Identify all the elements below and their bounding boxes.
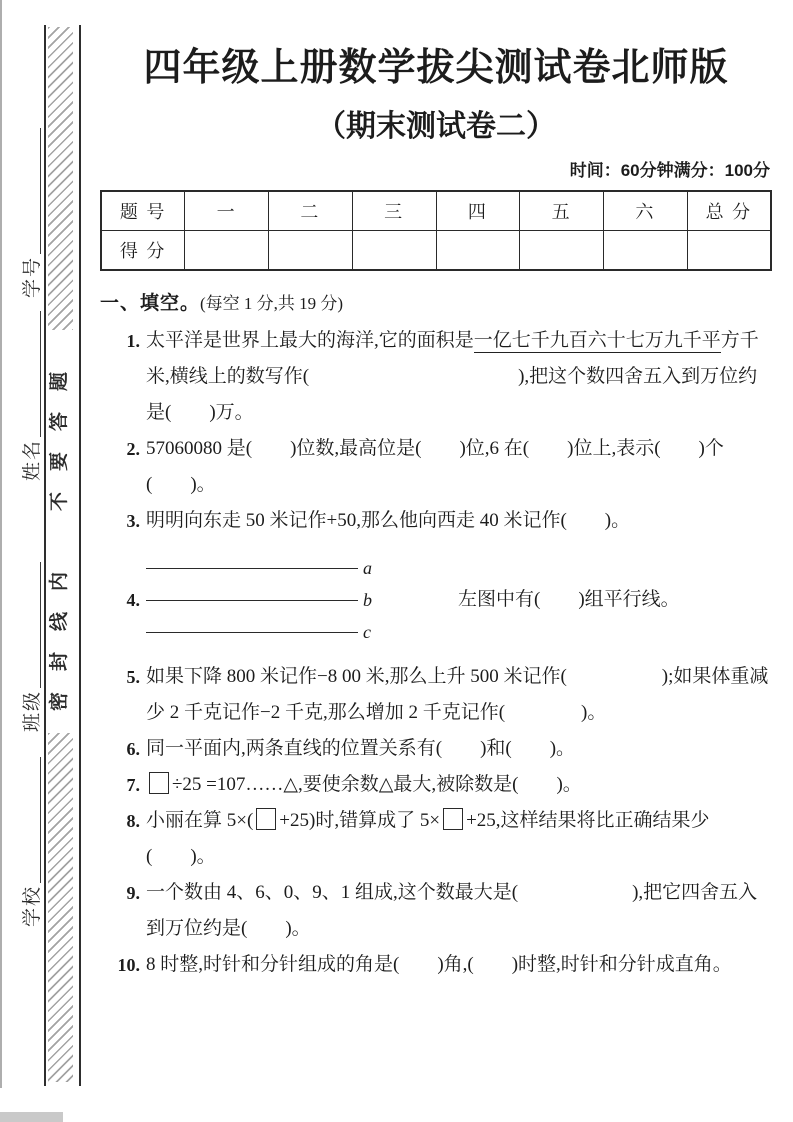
question-6 xyxy=(100,731,772,767)
question-4-number: 4. xyxy=(126,590,140,610)
section-1-heading xyxy=(100,289,772,319)
name-blank-line xyxy=(40,311,41,437)
question-3-text: 明明向东走 50 米记作+50,那么他向西走 40 米记作( )。 xyxy=(146,510,631,531)
question-7-body xyxy=(146,767,772,803)
line-a-label: a xyxy=(363,558,372,578)
class-blank-line xyxy=(40,562,41,688)
scan-edge-line xyxy=(0,0,2,1088)
line-b xyxy=(146,600,358,601)
score-table-col-6: 六 xyxy=(604,191,688,231)
main-content xyxy=(100,0,772,983)
question-9 xyxy=(100,875,772,947)
question-1-number: 1. xyxy=(126,331,140,351)
line-b-label: b xyxy=(363,590,372,610)
seal-hatch-bottom xyxy=(48,733,73,1082)
figure-line-a xyxy=(146,559,396,577)
score-cell xyxy=(436,231,520,271)
question-5-text: 如果下降 800 米记作−8 00 米,那么上升 500 米记作( );如果体重减少 2 千克记作−2 千克,那么增加 2 千克记作( )。 xyxy=(146,666,769,723)
question-4-text: 左图中有( )组平行线。 xyxy=(458,589,680,610)
score-table-header-row xyxy=(101,191,771,231)
question-3-number: 3. xyxy=(126,511,140,531)
name-label: 姓名 xyxy=(22,438,43,481)
question-6-text: 同一平面内,两条直线的位置关系有( )和( )。 xyxy=(146,738,576,759)
question-list xyxy=(100,323,772,983)
question-7 xyxy=(100,767,772,803)
question-1-text xyxy=(146,323,772,431)
question-2-text: 57060080 是( )位数,最高位是( )位,6 在( )位上,表示( )个( )。 xyxy=(146,438,724,495)
question-2-number: 2. xyxy=(126,439,140,459)
class-field xyxy=(17,562,45,732)
question-1-text-part2: 方千米,横线上的数写作( ),把这个数四舍五入到万位约是( )万。 xyxy=(146,330,759,423)
student-id-field xyxy=(17,128,45,298)
class-label: 班级 xyxy=(22,689,43,732)
score-table-score-row xyxy=(101,231,771,271)
question-8-number: 8. xyxy=(126,811,140,831)
time-and-score-info: 时间：60分钟满分：100分 xyxy=(569,161,770,180)
score-table-col-1: 一 xyxy=(185,191,269,231)
school-blank-line xyxy=(40,757,41,883)
page-title: 四年级上册数学拔尖测试卷北师版 xyxy=(143,47,729,89)
score-cell xyxy=(185,231,269,271)
line-c-label: c xyxy=(363,622,371,642)
score-cell xyxy=(269,231,353,271)
question-3 xyxy=(100,503,772,539)
section-1-note: (每空 1 分,共 19 分) xyxy=(200,294,344,313)
question-1-underlined-number: 一亿七千九百六十七万九千平 xyxy=(473,330,721,351)
question-8-text-part1: 小丽在算 5×( xyxy=(146,810,254,831)
question-9-number: 9. xyxy=(126,883,140,903)
score-row-label: 得 分 xyxy=(101,231,185,271)
dividend-box xyxy=(149,772,169,794)
student-id-blank-line xyxy=(40,128,41,254)
unknown-box-1 xyxy=(256,808,276,830)
question-8-text-part3: +25,这样结果将比正确结果少( )。 xyxy=(146,810,710,867)
school-label: 学校 xyxy=(22,884,43,927)
question-10-text: 8 时整,时针和分针组成的角是( )角,( )时整,时针和分针成直角。 xyxy=(146,954,732,975)
section-1-title: 一、填空。 xyxy=(100,293,201,314)
question-10-number: 10. xyxy=(117,955,140,975)
scan-artifact xyxy=(0,1112,63,1122)
question-5 xyxy=(100,659,772,731)
score-table-col-total: 总 分 xyxy=(687,191,771,231)
score-cell xyxy=(352,231,436,271)
unknown-box-2 xyxy=(443,808,463,830)
line-a xyxy=(146,568,358,569)
question-8 xyxy=(100,803,772,875)
score-table-col-2: 二 xyxy=(269,191,353,231)
question-9-text: 一个数由 4、6、0、9、1 组成,这个数最大是( ),把它四舍五入到万位约是( )。 xyxy=(146,882,758,939)
question-4 xyxy=(100,543,772,657)
school-field xyxy=(17,757,45,927)
score-table-col-4: 四 xyxy=(436,191,520,231)
line-c xyxy=(146,632,358,633)
question-4-body xyxy=(146,543,772,657)
question-8-body xyxy=(146,803,772,875)
question-7-number: 7. xyxy=(126,775,140,795)
question-1 xyxy=(100,323,772,431)
score-table-col-3: 三 xyxy=(352,191,436,231)
question-2 xyxy=(100,431,772,503)
score-table xyxy=(100,190,772,271)
seal-band xyxy=(44,25,81,1086)
figure-line-b xyxy=(146,591,396,609)
question-1-text-part1: 太平洋是世界上最大的海洋,它的面积是 xyxy=(146,330,474,351)
seal-line-text: 密封线内 不要答题 xyxy=(49,351,70,712)
score-cell xyxy=(520,231,604,271)
seal-hatch-top xyxy=(48,27,73,330)
question-10 xyxy=(100,947,772,983)
question-8-text-part2: +25)时,错算成了 5× xyxy=(279,810,441,831)
score-table-corner: 题 号 xyxy=(101,191,185,231)
name-field xyxy=(17,311,45,481)
figure-line-c xyxy=(146,623,396,641)
question-6-number: 6. xyxy=(126,739,140,759)
parallel-lines-figure xyxy=(146,543,396,657)
student-id-label: 学号 xyxy=(22,255,43,298)
question-7-text: ÷25 =107……△,要使余数△最大,被除数是( )。 xyxy=(172,774,582,795)
page-subtitle: （期末测试卷二） xyxy=(316,110,556,143)
score-table-col-5: 五 xyxy=(520,191,604,231)
score-cell xyxy=(604,231,688,271)
score-cell xyxy=(687,231,771,271)
question-5-number: 5. xyxy=(126,667,140,687)
